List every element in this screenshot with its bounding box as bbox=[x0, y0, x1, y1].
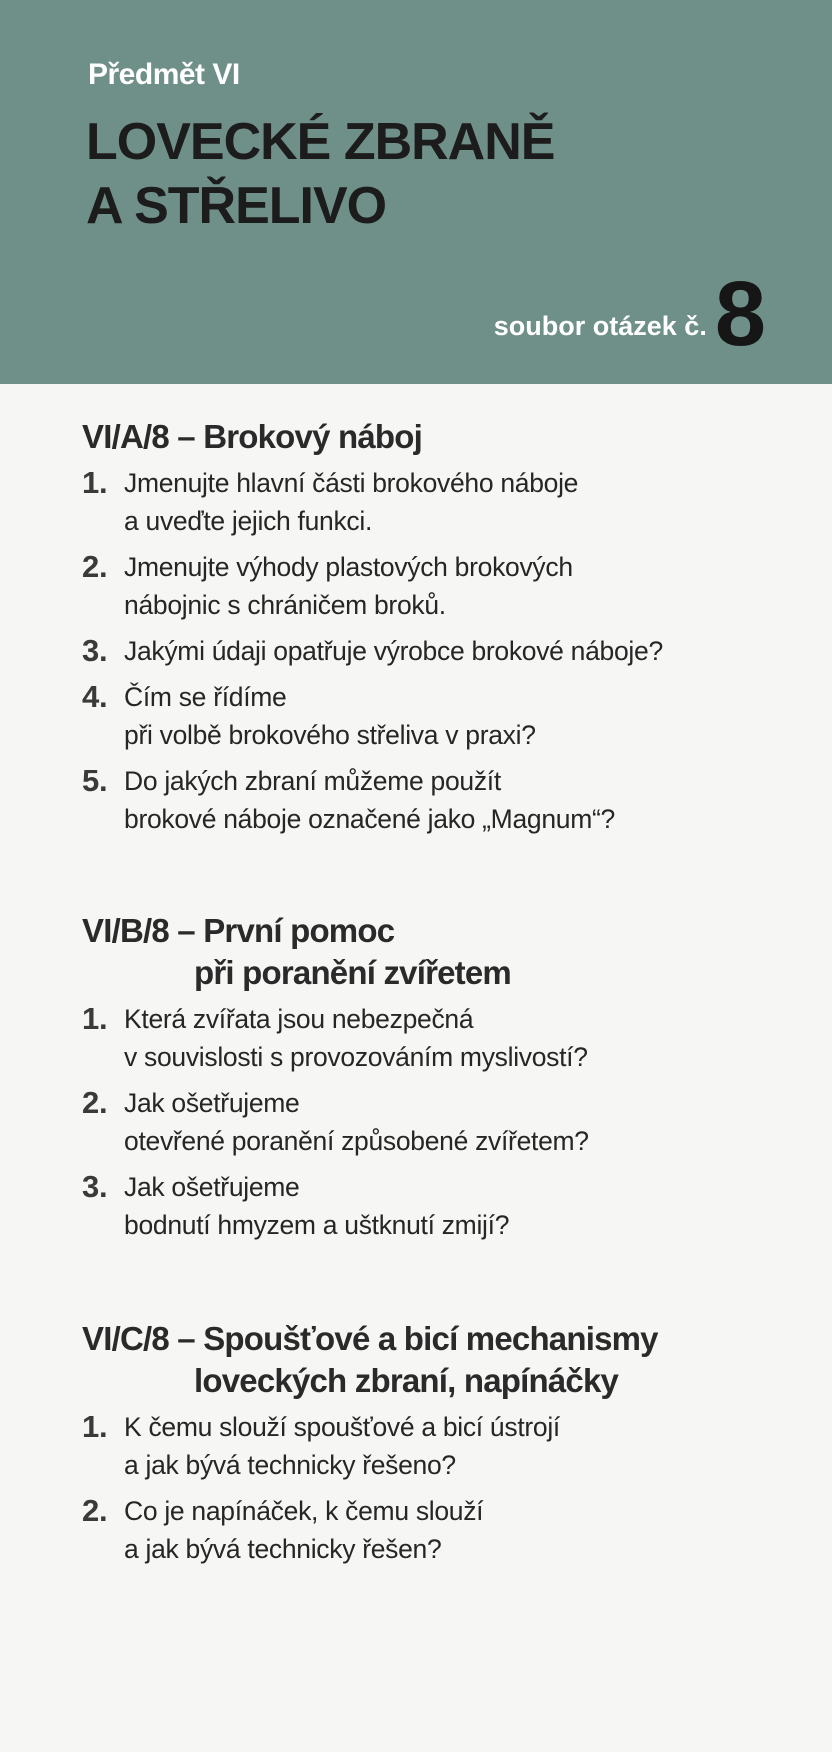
subject-label: Předmět VI bbox=[88, 58, 240, 91]
question-item bbox=[82, 632, 802, 670]
question-number: 4. bbox=[82, 679, 108, 714]
question-item bbox=[82, 1168, 802, 1244]
question-item bbox=[82, 548, 802, 624]
section-heading bbox=[82, 416, 802, 458]
question-list bbox=[82, 464, 802, 838]
section-heading-continuation: loveckých zbraní, napínáčky bbox=[194, 1362, 619, 1399]
question-item bbox=[82, 1000, 802, 1076]
question-text: Která zvířata jsou nebezpečná v souvislosti s provozováním myslivostí? bbox=[124, 1004, 588, 1072]
section-a bbox=[82, 416, 802, 846]
question-text: Do jakých zbraní můžeme použít brokové náboje označené jako „Magnum“? bbox=[124, 766, 615, 834]
section-heading-continuation: při poranění zvířetem bbox=[194, 954, 511, 991]
question-number: 2. bbox=[82, 1085, 108, 1120]
question-number: 3. bbox=[82, 633, 108, 668]
question-text: Jakými údaji opatřuje výrobce brokové náboje? bbox=[124, 636, 663, 666]
question-text: K čemu slouží spoušťové a bicí ústrojí a jak bývá technicky řešeno? bbox=[124, 1412, 560, 1480]
page-title bbox=[86, 110, 554, 238]
question-item bbox=[82, 762, 802, 838]
question-text: Jmenujte výhody plastových brokových nábojnic s chráničem broků. bbox=[124, 552, 573, 620]
question-text: Co je napínáček, k čemu slouží a jak bývá technicky řešen? bbox=[124, 1496, 484, 1564]
question-list bbox=[82, 1408, 802, 1568]
question-number: 1. bbox=[82, 465, 108, 500]
section-c bbox=[82, 1318, 802, 1576]
question-item bbox=[82, 1084, 802, 1160]
question-text: Čím se řídíme při volbě brokového střeliva v praxi? bbox=[124, 682, 536, 750]
question-list bbox=[82, 1000, 802, 1244]
question-number: 5. bbox=[82, 763, 108, 798]
section-heading bbox=[82, 910, 802, 994]
set-number: 8 bbox=[714, 263, 764, 365]
question-number: 1. bbox=[82, 1001, 108, 1036]
section-heading bbox=[82, 1318, 802, 1402]
question-number: 2. bbox=[82, 1493, 108, 1528]
question-set-label bbox=[493, 263, 764, 365]
section-code: VI/A/8 – Brokový náboj bbox=[82, 418, 423, 455]
section-b bbox=[82, 910, 802, 1252]
question-item bbox=[82, 464, 802, 540]
header-banner bbox=[0, 0, 832, 384]
question-number: 3. bbox=[82, 1169, 108, 1204]
title-line-2: A STŘELIVO bbox=[86, 177, 387, 235]
question-item bbox=[82, 1408, 802, 1484]
question-text: Jmenujte hlavní části brokového náboje a uveďte jejich funkci. bbox=[124, 468, 579, 536]
question-text: Jak ošetřujeme bodnutí hmyzem a uštknutí zmijí? bbox=[124, 1172, 510, 1240]
question-item bbox=[82, 678, 802, 754]
question-number: 1. bbox=[82, 1409, 108, 1444]
set-text: soubor otázek č. bbox=[493, 311, 707, 341]
question-number: 2. bbox=[82, 549, 108, 584]
question-item bbox=[82, 1492, 802, 1568]
question-text: Jak ošetřujeme otevřené poranění způsobené zvířetem? bbox=[124, 1088, 589, 1156]
section-code: VI/B/8 – První pomoc bbox=[82, 912, 395, 949]
section-code: VI/C/8 – Spoušťové a bicí mechanismy bbox=[82, 1320, 658, 1357]
title-line-1: LOVECKÉ ZBRANĚ bbox=[86, 113, 555, 171]
